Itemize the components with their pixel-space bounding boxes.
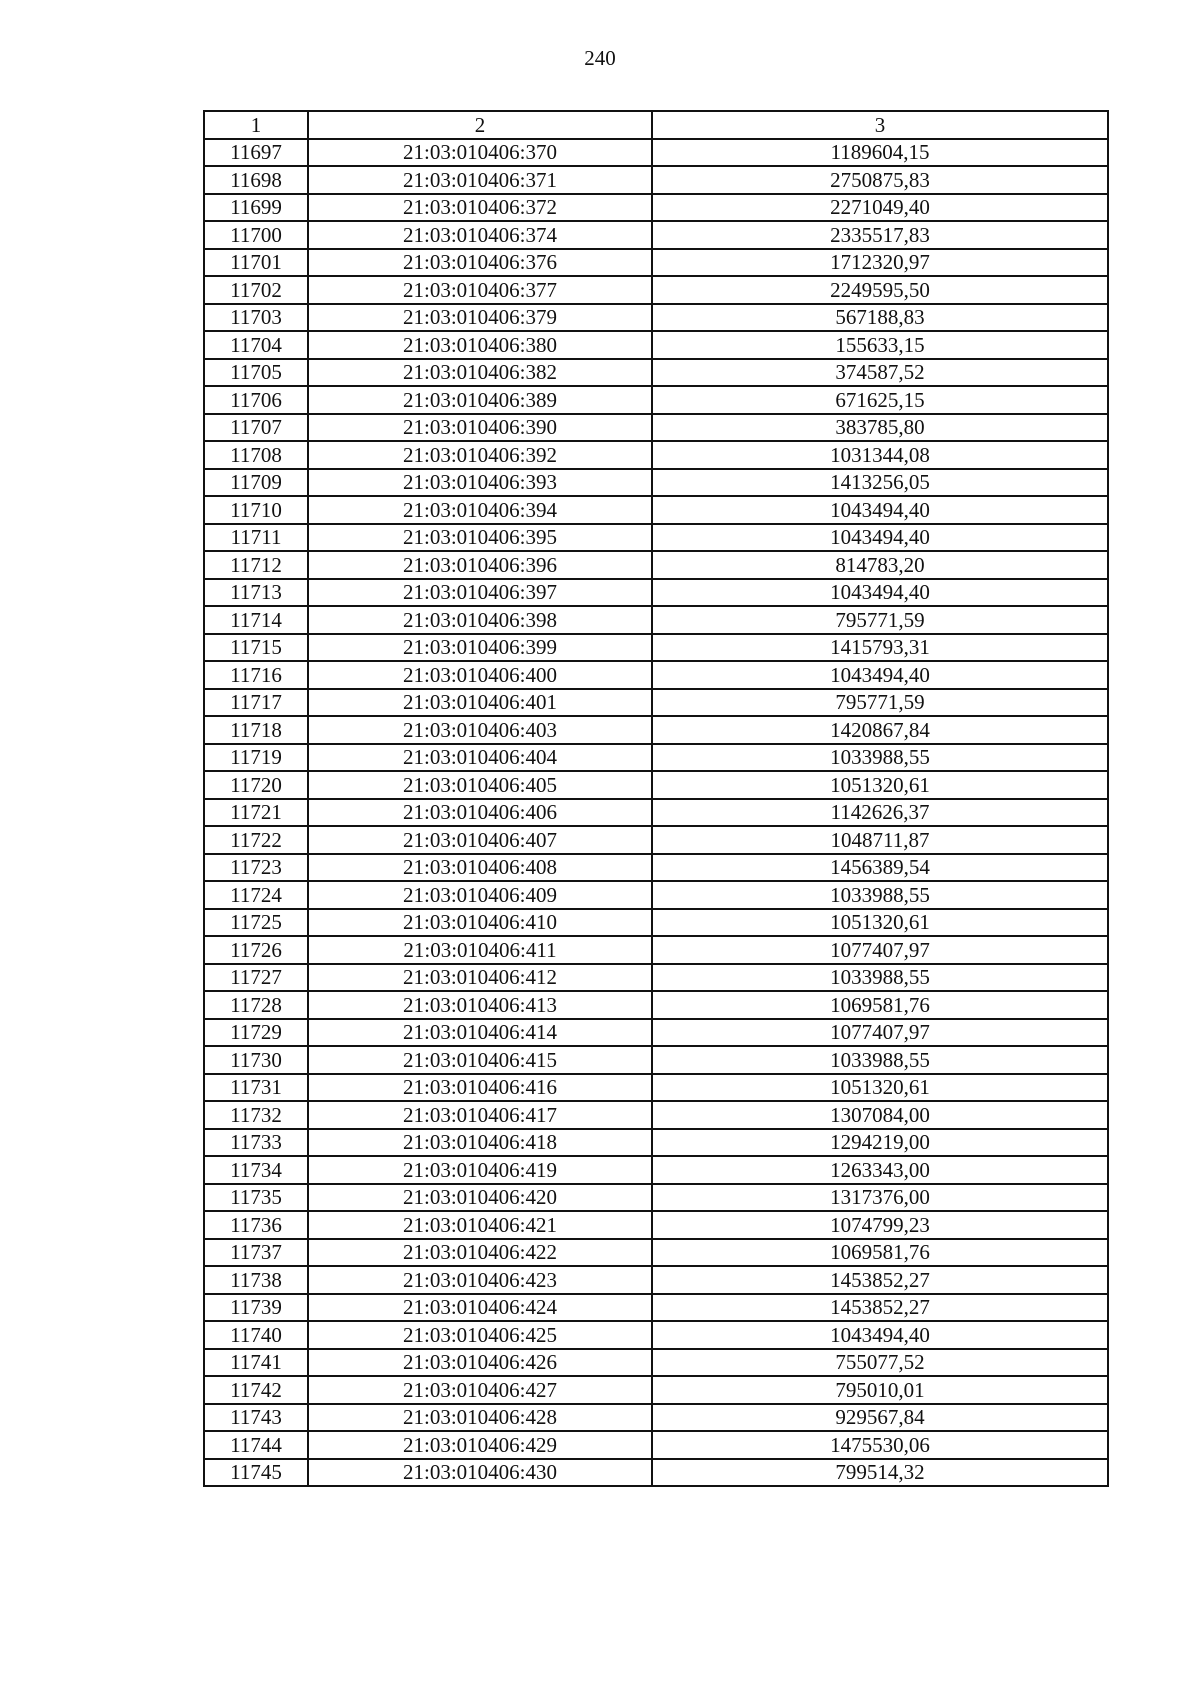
value-cell: 1043494,40 xyxy=(652,661,1108,689)
value-cell: 1453852,27 xyxy=(652,1266,1108,1294)
table-row xyxy=(204,744,1108,772)
cadastral-number-cell: 21:03:010406:382 xyxy=(308,359,652,387)
table-row xyxy=(204,1019,1108,1047)
value-cell: 2249595,50 xyxy=(652,276,1108,304)
row-number-cell: 11731 xyxy=(204,1074,308,1102)
table-row xyxy=(204,414,1108,442)
cadastral-number-cell: 21:03:010406:424 xyxy=(308,1294,652,1322)
value-cell: 1317376,00 xyxy=(652,1184,1108,1212)
row-number-cell: 11718 xyxy=(204,716,308,744)
table-row xyxy=(204,496,1108,524)
table-row xyxy=(204,1211,1108,1239)
row-number-cell: 11712 xyxy=(204,551,308,579)
table-row xyxy=(204,386,1108,414)
cadastral-number-cell: 21:03:010406:430 xyxy=(308,1459,652,1487)
table-row xyxy=(204,1156,1108,1184)
row-number-cell: 11699 xyxy=(204,194,308,222)
row-number-cell: 11704 xyxy=(204,331,308,359)
row-number-cell: 11698 xyxy=(204,166,308,194)
cadastral-number-cell: 21:03:010406:405 xyxy=(308,771,652,799)
row-number-cell: 11739 xyxy=(204,1294,308,1322)
row-number-cell: 11729 xyxy=(204,1019,308,1047)
value-cell: 1189604,15 xyxy=(652,139,1108,167)
cadastral-number-cell: 21:03:010406:400 xyxy=(308,661,652,689)
value-cell: 1031344,08 xyxy=(652,441,1108,469)
table-row xyxy=(204,936,1108,964)
value-cell: 1043494,40 xyxy=(652,1321,1108,1349)
value-cell: 1051320,61 xyxy=(652,909,1108,937)
cadastral-number-cell: 21:03:010406:416 xyxy=(308,1074,652,1102)
table-row xyxy=(204,1239,1108,1267)
table-row xyxy=(204,249,1108,277)
table-row xyxy=(204,1129,1108,1157)
cadastral-number-cell: 21:03:010406:398 xyxy=(308,606,652,634)
cadastral-number-cell: 21:03:010406:423 xyxy=(308,1266,652,1294)
table-row xyxy=(204,166,1108,194)
cadastral-number-cell: 21:03:010406:413 xyxy=(308,991,652,1019)
cadastral-number-cell: 21:03:010406:394 xyxy=(308,496,652,524)
row-number-cell: 11714 xyxy=(204,606,308,634)
row-number-cell: 11740 xyxy=(204,1321,308,1349)
value-cell: 1475530,06 xyxy=(652,1431,1108,1459)
row-number-cell: 11724 xyxy=(204,881,308,909)
value-cell: 1033988,55 xyxy=(652,1046,1108,1074)
row-number-cell: 11737 xyxy=(204,1239,308,1267)
row-number-cell: 11725 xyxy=(204,909,308,937)
table-row xyxy=(204,1321,1108,1349)
row-number-cell: 11732 xyxy=(204,1101,308,1129)
table-row xyxy=(204,606,1108,634)
row-number-cell: 11726 xyxy=(204,936,308,964)
cadastral-number-cell: 21:03:010406:374 xyxy=(308,221,652,249)
table-row xyxy=(204,1184,1108,1212)
cadastral-number-cell: 21:03:010406:377 xyxy=(308,276,652,304)
cadastral-number-cell: 21:03:010406:410 xyxy=(308,909,652,937)
table-row xyxy=(204,826,1108,854)
table-row xyxy=(204,799,1108,827)
row-number-cell: 11720 xyxy=(204,771,308,799)
value-cell: 1048711,87 xyxy=(652,826,1108,854)
value-cell: 1420867,84 xyxy=(652,716,1108,744)
cadastral-number-cell: 21:03:010406:380 xyxy=(308,331,652,359)
cadastral-number-cell: 21:03:010406:395 xyxy=(308,524,652,552)
cadastral-number-cell: 21:03:010406:372 xyxy=(308,194,652,222)
value-cell: 374587,52 xyxy=(652,359,1108,387)
row-number-cell: 11727 xyxy=(204,964,308,992)
row-number-cell: 11745 xyxy=(204,1459,308,1487)
value-cell: 814783,20 xyxy=(652,551,1108,579)
cadastral-number-cell: 21:03:010406:415 xyxy=(308,1046,652,1074)
row-number-cell: 11730 xyxy=(204,1046,308,1074)
cadastral-number-cell: 21:03:010406:370 xyxy=(308,139,652,167)
row-number-cell: 11705 xyxy=(204,359,308,387)
table-row xyxy=(204,331,1108,359)
row-number-cell: 11709 xyxy=(204,469,308,497)
cadastral-number-cell: 21:03:010406:414 xyxy=(308,1019,652,1047)
cadastral-number-cell: 21:03:010406:407 xyxy=(308,826,652,854)
table-row xyxy=(204,1101,1108,1129)
table-row xyxy=(204,991,1108,1019)
row-number-cell: 11716 xyxy=(204,661,308,689)
value-cell: 1413256,05 xyxy=(652,469,1108,497)
row-number-cell: 11710 xyxy=(204,496,308,524)
value-cell: 155633,15 xyxy=(652,331,1108,359)
table-row xyxy=(204,661,1108,689)
cadastral-number-cell: 21:03:010406:401 xyxy=(308,689,652,717)
row-number-cell: 11722 xyxy=(204,826,308,854)
row-number-cell: 11717 xyxy=(204,689,308,717)
row-number-cell: 11721 xyxy=(204,799,308,827)
cadastral-number-cell: 21:03:010406:379 xyxy=(308,304,652,332)
table-row xyxy=(204,964,1108,992)
value-cell: 1453852,27 xyxy=(652,1294,1108,1322)
table-row xyxy=(204,1349,1108,1377)
row-number-cell: 11700 xyxy=(204,221,308,249)
cadastral-number-cell: 21:03:010406:428 xyxy=(308,1404,652,1432)
cadastral-number-cell: 21:03:010406:411 xyxy=(308,936,652,964)
table-row xyxy=(204,716,1108,744)
table-row xyxy=(204,909,1108,937)
value-cell: 2335517,83 xyxy=(652,221,1108,249)
row-number-cell: 11734 xyxy=(204,1156,308,1184)
cadastral-number-cell: 21:03:010406:417 xyxy=(308,1101,652,1129)
value-cell: 755077,52 xyxy=(652,1349,1108,1377)
cadastral-number-cell: 21:03:010406:429 xyxy=(308,1431,652,1459)
value-cell: 1069581,76 xyxy=(652,1239,1108,1267)
table-row xyxy=(204,1266,1108,1294)
value-cell: 1307084,00 xyxy=(652,1101,1108,1129)
value-cell: 1142626,37 xyxy=(652,799,1108,827)
value-cell: 1043494,40 xyxy=(652,579,1108,607)
cadastral-number-cell: 21:03:010406:399 xyxy=(308,634,652,662)
table-row xyxy=(204,441,1108,469)
cadastral-number-cell: 21:03:010406:421 xyxy=(308,1211,652,1239)
page-number: 240 xyxy=(584,46,616,70)
row-number-cell: 11742 xyxy=(204,1376,308,1404)
row-number-cell: 11703 xyxy=(204,304,308,332)
cadastral-number-cell: 21:03:010406:376 xyxy=(308,249,652,277)
cadastral-number-cell: 21:03:010406:393 xyxy=(308,469,652,497)
table-row xyxy=(204,194,1108,222)
table-row xyxy=(204,524,1108,552)
value-cell: 567188,83 xyxy=(652,304,1108,332)
value-cell: 1415793,31 xyxy=(652,634,1108,662)
table-row xyxy=(204,139,1108,167)
cadastral-number-cell: 21:03:010406:420 xyxy=(308,1184,652,1212)
value-cell: 1077407,97 xyxy=(652,1019,1108,1047)
value-cell: 795771,59 xyxy=(652,606,1108,634)
value-cell: 1456389,54 xyxy=(652,854,1108,882)
value-cell: 2750875,83 xyxy=(652,166,1108,194)
value-cell: 1074799,23 xyxy=(652,1211,1108,1239)
table-row xyxy=(204,1404,1108,1432)
value-cell: 1033988,55 xyxy=(652,881,1108,909)
table-row xyxy=(204,854,1108,882)
cadastral-number-cell: 21:03:010406:409 xyxy=(308,881,652,909)
value-cell: 1043494,40 xyxy=(652,524,1108,552)
table-row xyxy=(204,359,1108,387)
table-row xyxy=(204,634,1108,662)
table-header-row xyxy=(204,111,1108,139)
cadastral-value-table xyxy=(203,110,1109,1487)
row-number-cell: 11715 xyxy=(204,634,308,662)
value-cell: 795010,01 xyxy=(652,1376,1108,1404)
table-row xyxy=(204,1294,1108,1322)
row-number-cell: 11697 xyxy=(204,139,308,167)
value-cell: 383785,80 xyxy=(652,414,1108,442)
row-number-cell: 11736 xyxy=(204,1211,308,1239)
table-row xyxy=(204,469,1108,497)
row-number-cell: 11738 xyxy=(204,1266,308,1294)
table-row xyxy=(204,1459,1108,1487)
value-cell: 1263343,00 xyxy=(652,1156,1108,1184)
cadastral-number-cell: 21:03:010406:425 xyxy=(308,1321,652,1349)
row-number-cell: 11713 xyxy=(204,579,308,607)
value-cell: 1069581,76 xyxy=(652,991,1108,1019)
table-row xyxy=(204,1074,1108,1102)
table-body xyxy=(204,139,1108,1487)
cadastral-number-cell: 21:03:010406:371 xyxy=(308,166,652,194)
table-row xyxy=(204,1046,1108,1074)
cadastral-number-cell: 21:03:010406:397 xyxy=(308,579,652,607)
column-header-1: 1 xyxy=(204,111,308,139)
value-cell: 2271049,40 xyxy=(652,194,1108,222)
cadastral-number-cell: 21:03:010406:412 xyxy=(308,964,652,992)
value-cell: 1712320,97 xyxy=(652,249,1108,277)
table-row xyxy=(204,304,1108,332)
value-cell: 1033988,55 xyxy=(652,744,1108,772)
value-cell: 1077407,97 xyxy=(652,936,1108,964)
row-number-cell: 11707 xyxy=(204,414,308,442)
table-row xyxy=(204,579,1108,607)
value-cell: 1033988,55 xyxy=(652,964,1108,992)
value-cell: 799514,32 xyxy=(652,1459,1108,1487)
cadastral-number-cell: 21:03:010406:396 xyxy=(308,551,652,579)
row-number-cell: 11711 xyxy=(204,524,308,552)
table-row xyxy=(204,1431,1108,1459)
table-row xyxy=(204,551,1108,579)
table-row xyxy=(204,221,1108,249)
row-number-cell: 11744 xyxy=(204,1431,308,1459)
row-number-cell: 11743 xyxy=(204,1404,308,1432)
row-number-cell: 11702 xyxy=(204,276,308,304)
row-number-cell: 11706 xyxy=(204,386,308,414)
cadastral-number-cell: 21:03:010406:422 xyxy=(308,1239,652,1267)
table-header xyxy=(204,111,1108,139)
value-cell: 795771,59 xyxy=(652,689,1108,717)
value-cell: 1294219,00 xyxy=(652,1129,1108,1157)
value-cell: 1051320,61 xyxy=(652,771,1108,799)
table-row xyxy=(204,771,1108,799)
table-row xyxy=(204,881,1108,909)
cadastral-number-cell: 21:03:010406:418 xyxy=(308,1129,652,1157)
row-number-cell: 11741 xyxy=(204,1349,308,1377)
cadastral-number-cell: 21:03:010406:406 xyxy=(308,799,652,827)
value-cell: 1043494,40 xyxy=(652,496,1108,524)
column-header-3: 3 xyxy=(652,111,1108,139)
value-cell: 671625,15 xyxy=(652,386,1108,414)
cadastral-number-cell: 21:03:010406:390 xyxy=(308,414,652,442)
row-number-cell: 11723 xyxy=(204,854,308,882)
value-cell: 1051320,61 xyxy=(652,1074,1108,1102)
row-number-cell: 11733 xyxy=(204,1129,308,1157)
value-cell: 929567,84 xyxy=(652,1404,1108,1432)
cadastral-number-cell: 21:03:010406:389 xyxy=(308,386,652,414)
cadastral-number-cell: 21:03:010406:404 xyxy=(308,744,652,772)
cadastral-number-cell: 21:03:010406:427 xyxy=(308,1376,652,1404)
cadastral-number-cell: 21:03:010406:403 xyxy=(308,716,652,744)
cadastral-number-cell: 21:03:010406:408 xyxy=(308,854,652,882)
table-row xyxy=(204,689,1108,717)
cadastral-number-cell: 21:03:010406:419 xyxy=(308,1156,652,1184)
row-number-cell: 11735 xyxy=(204,1184,308,1212)
table-row xyxy=(204,1376,1108,1404)
cadastral-number-cell: 21:03:010406:392 xyxy=(308,441,652,469)
row-number-cell: 11719 xyxy=(204,744,308,772)
row-number-cell: 11728 xyxy=(204,991,308,1019)
cadastral-number-cell: 21:03:010406:426 xyxy=(308,1349,652,1377)
table-row xyxy=(204,276,1108,304)
column-header-2: 2 xyxy=(308,111,652,139)
row-number-cell: 11708 xyxy=(204,441,308,469)
row-number-cell: 11701 xyxy=(204,249,308,277)
